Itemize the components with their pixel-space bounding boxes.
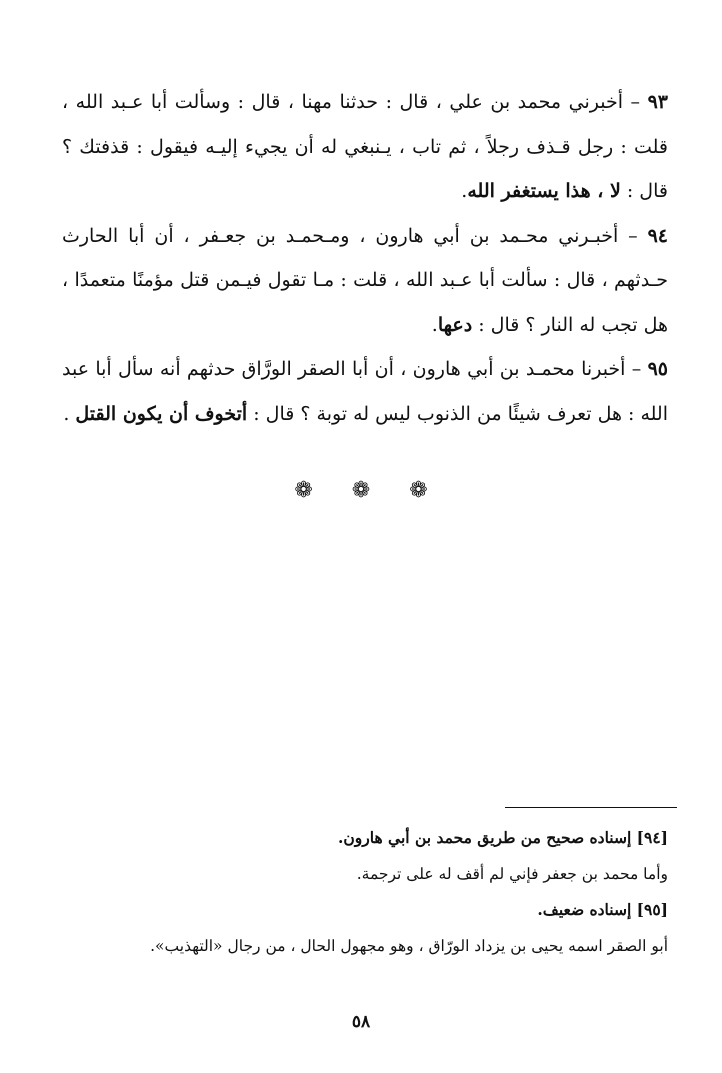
footnote-ref: [٩٤] xyxy=(636,828,668,847)
footnote-text: وأما محمد بن جعفر فإني لم أقف له على ترجمة. xyxy=(356,865,668,883)
paragraph-tail: . xyxy=(461,180,468,202)
paragraph-94 xyxy=(62,214,668,348)
footnote-text: إسناده ضعيف. xyxy=(537,900,637,919)
narration-number: ٩٥ xyxy=(647,358,668,380)
footnotes xyxy=(60,820,668,964)
flower-ornament-icon: ❁ xyxy=(409,478,428,503)
footnote-rule xyxy=(505,807,677,808)
answer-bold: دعها xyxy=(437,313,473,336)
footnote-line xyxy=(60,928,668,964)
answer-bold: لا ، هذا يستغفر الله xyxy=(467,180,621,202)
narration-number: ٩٤ xyxy=(647,224,668,247)
main-text xyxy=(62,80,668,436)
paragraph-text: – أخبرني محمد بن علي ، قال : حدثنا مهنا ، قال : وسألت أبا عـبد الله ، قلت : رجل قـذف رجلاً ، ثم تاب ، يـنبغي له أن يجيء إليـه فيقول : قذفتك ؟ قال : xyxy=(62,91,668,202)
paragraph-tail: . xyxy=(431,313,438,336)
footnote-ref: [٩٥] xyxy=(636,900,668,919)
paragraph-text: – أخبـرني محـمد بن أبي هارون ، ومـحمـد بن جعـفر ، أن أبا الحارث حـدثهم ، قال : سألت أبا عـبد الله ، قلت : مـا تقول فيـمن قتل مؤمنًا متعمدًا ، هل تجب له النار ؟ قال : xyxy=(62,224,668,336)
paragraph-95 xyxy=(62,347,668,436)
page-number: ٥٨ xyxy=(351,1012,371,1032)
answer-bold: أتخوف أن يكون القتل xyxy=(75,402,248,425)
footnote-text: أبو الصقر اسمه يحيى بن يزداد الورّاق ، وهو مجهول الحال ، من رجال «التهذيب». xyxy=(150,937,668,955)
flower-ornament-icon: ❁ xyxy=(351,478,371,503)
footnote-line xyxy=(60,892,668,928)
footnote-text: إسناده صحيح من طريق محمد بن أبي هارون. xyxy=(337,828,637,847)
paragraph-tail: . xyxy=(63,402,76,425)
footnote-line xyxy=(60,820,668,856)
paragraph-text: – أخبرنا محمـد بن أبي هارون ، أن أبا الصقر الورَّاق حدثهم أنه سأل أبا عبد الله : هل تعرف شيئًا من الذنوب ليس له توبة ؟ قال : xyxy=(62,358,668,425)
flower-ornament-icon: ❁ xyxy=(294,478,313,503)
paragraph-93 xyxy=(62,80,668,214)
section-divider-ornaments xyxy=(0,478,722,503)
narration-number: ٩٣ xyxy=(647,91,668,113)
footnote-line xyxy=(60,856,668,892)
